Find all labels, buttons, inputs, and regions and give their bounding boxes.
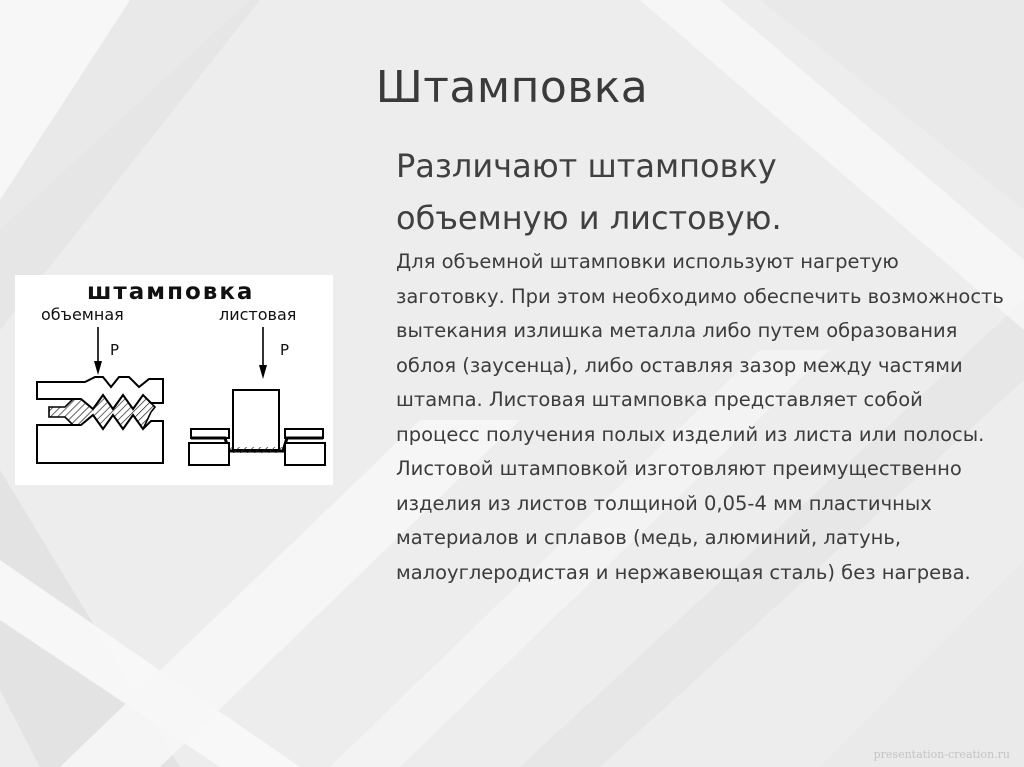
force-arrow-right-head	[259, 365, 267, 379]
diagram-title: штамповка	[87, 279, 255, 305]
punch	[233, 390, 279, 450]
force-label-left: P	[110, 341, 120, 359]
force-label-right: P	[280, 341, 290, 359]
force-arrow-left-head	[94, 361, 102, 375]
diagram-label-sheet: листовая	[219, 305, 297, 324]
slide-subtitle	[396, 140, 956, 244]
subtitle-line-2: объемную и листовую.	[396, 199, 782, 237]
sheet-hatch	[229, 447, 283, 453]
watermark: presentation-creation.ru	[873, 748, 1010, 761]
stamping-diagram	[15, 275, 333, 485]
diagram-label-volumetric: объемная	[41, 305, 124, 324]
forging-workpiece	[49, 395, 155, 429]
body-paragraph: Для объемной штамповки используют нагретую заготовку. При этом необходимо обеспечить возможность вытекания излишка металла либо путем образования облоя (заусенца), либо оставляя зазор между частями штампа. Листовая штамповка представляет собой процесс получения полых изделий из листа или полосы. Листовой штамповкой изготовляют преимущественно изделия из листов толщиной 0,05-4 мм пластичных материалов и сплавов (медь, алюминий, латунь, малоуглеродистая и нержавеющая сталь) без нагрева.	[396, 250, 1004, 584]
subtitle-line-1: Различают штамповку	[396, 147, 777, 185]
lower-die-right-a	[189, 443, 229, 465]
slide-title: Штамповка	[375, 62, 649, 113]
lower-die-right-b	[285, 443, 325, 465]
